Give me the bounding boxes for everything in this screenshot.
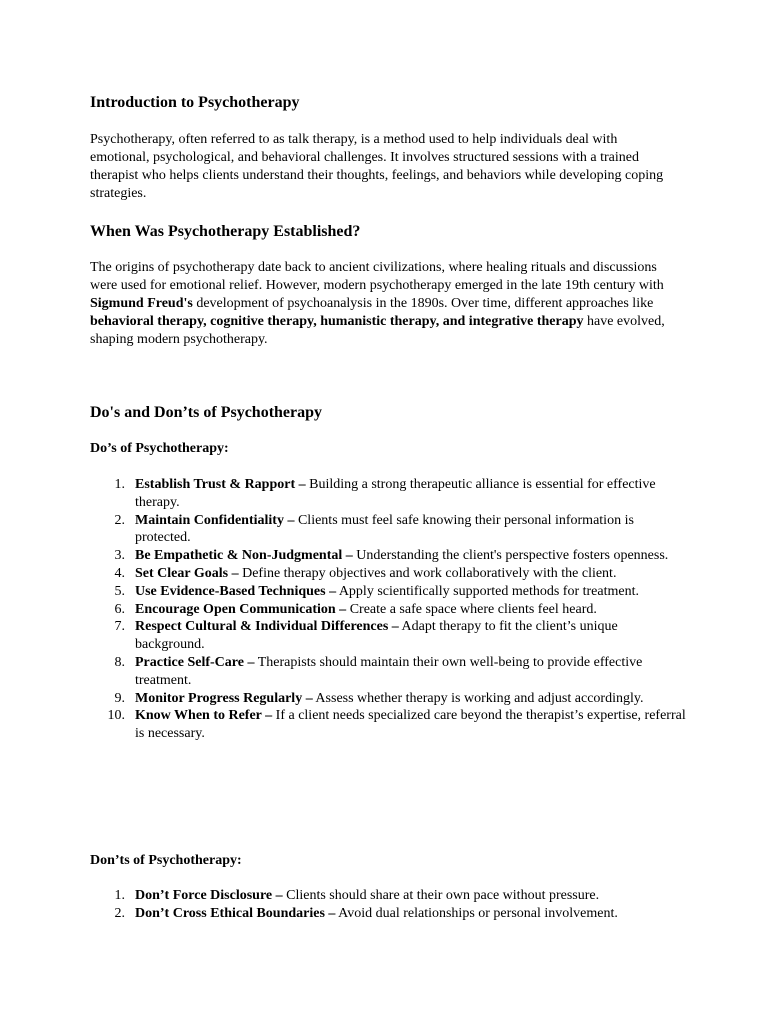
list-item-title: Don’t Cross Ethical Boundaries – — [135, 905, 336, 921]
dos-list — [90, 476, 690, 743]
list-item-number: 8. — [114, 654, 125, 670]
list-item — [90, 887, 690, 905]
list-item-number: 7. — [114, 619, 125, 635]
list-item — [90, 565, 690, 583]
list-item — [90, 512, 690, 548]
intro-heading: Introduction to Psychotherapy — [90, 94, 300, 111]
list-item-number: 9. — [114, 690, 125, 706]
list-item-text: Apply scientifically supported methods for treatment. — [336, 583, 639, 599]
list-item-text: Therapists should maintain their own well-being to provide effective treatment. — [135, 654, 643, 688]
list-item-number: 6. — [114, 601, 125, 617]
list-item-text: Clients should share at their own pace without pressure. — [282, 888, 600, 903]
list-item-number: 2. — [114, 512, 125, 528]
established-text-2: development of psychoanalysis in the 1890s. Over time, different approaches like — [192, 296, 654, 311]
list-item-title: Practice Self-Care – — [135, 654, 255, 670]
list-item — [90, 618, 690, 654]
list-item-text: Create a safe space where clients feel heard. — [346, 601, 597, 617]
list-item — [90, 476, 690, 512]
list-item-title: Be Empathetic & Non-Judgmental – — [135, 548, 353, 564]
list-item — [90, 905, 690, 923]
list-item — [90, 583, 690, 601]
list-item — [90, 547, 690, 565]
established-text-1: The origins of psychotherapy date back to ancient civilizations, where healing rituals and discussions were used for emotional relief. However, modern psychotherapy emerged in the late 19th century with — [90, 260, 664, 293]
list-item-text: Clients must feel safe knowing their personal information is protected. — [135, 512, 634, 546]
list-item-number: 1. — [114, 477, 125, 492]
list-item-title: Respect Cultural & Individual Differences – — [135, 619, 399, 635]
list-item — [90, 654, 690, 690]
list-item — [90, 707, 690, 743]
established-text-3: have evolved, shaping modern psychotherapy. — [90, 314, 665, 347]
established-paragraph — [90, 259, 680, 349]
list-item — [90, 690, 690, 708]
list-item-number: 1. — [114, 888, 125, 903]
list-item — [90, 601, 690, 619]
donts-list — [90, 887, 690, 923]
list-item-text: Understanding the client's perspective fosters openness. — [352, 548, 669, 564]
established-heading: When Was Psychotherapy Established? — [90, 223, 361, 240]
dos-donts-heading: Do's and Don’ts of Psychotherapy — [90, 404, 323, 421]
list-item-text: If a client needs specialized care beyond the therapist’s expertise, referral is necessary. — [135, 708, 686, 742]
list-item-title: Set Clear Goals – — [135, 565, 239, 581]
list-item-title: Encourage Open Communication – — [135, 601, 347, 617]
list-item-text: Define therapy objectives and work collaboratively with the client. — [238, 565, 617, 581]
donts-heading: Don’ts of Psychotherapy: — [90, 853, 242, 868]
list-item-number: 10. — [107, 708, 125, 724]
dos-heading: Do’s of Psychotherapy: — [90, 441, 229, 456]
intro-paragraph: Psychotherapy, often referred to as talk therapy, is a method used to help individuals deal with emotional, psychological, and behavioral challenges. It involves structured sessions with a trained therapist who helps clients understand their thoughts, feelings, and behaviors while developing coping strategies. — [90, 132, 664, 201]
list-item-text: Assess whether therapy is working and adjust accordingly. — [312, 690, 644, 706]
list-item-number: 4. — [114, 565, 125, 581]
list-item-number: 2. — [114, 905, 125, 921]
established-bold-approaches: behavioral therapy, cognitive therapy, humanistic therapy, and integrative therapy — [90, 314, 584, 329]
list-item-title: Use Evidence-Based Techniques – — [135, 583, 337, 599]
list-item-title: Monitor Progress Regularly – — [135, 690, 313, 706]
list-item-number: 5. — [114, 583, 125, 599]
list-item-text: Adapt therapy to fit the client’s unique background. — [135, 619, 618, 653]
list-item-title: Don’t Force Disclosure – — [135, 888, 283, 903]
list-item-text: Avoid dual relationships or personal involvement. — [335, 905, 618, 921]
list-item-title: Know When to Refer – — [135, 708, 273, 724]
list-item-text: Building a strong therapeutic alliance is essential for effective therapy. — [135, 477, 656, 510]
list-item-title: Establish Trust & Rapport – — [135, 477, 306, 492]
list-item-title: Maintain Confidentiality – — [135, 512, 295, 528]
list-item-number: 3. — [114, 548, 125, 564]
established-bold-freud: Sigmund Freud's — [90, 296, 193, 311]
